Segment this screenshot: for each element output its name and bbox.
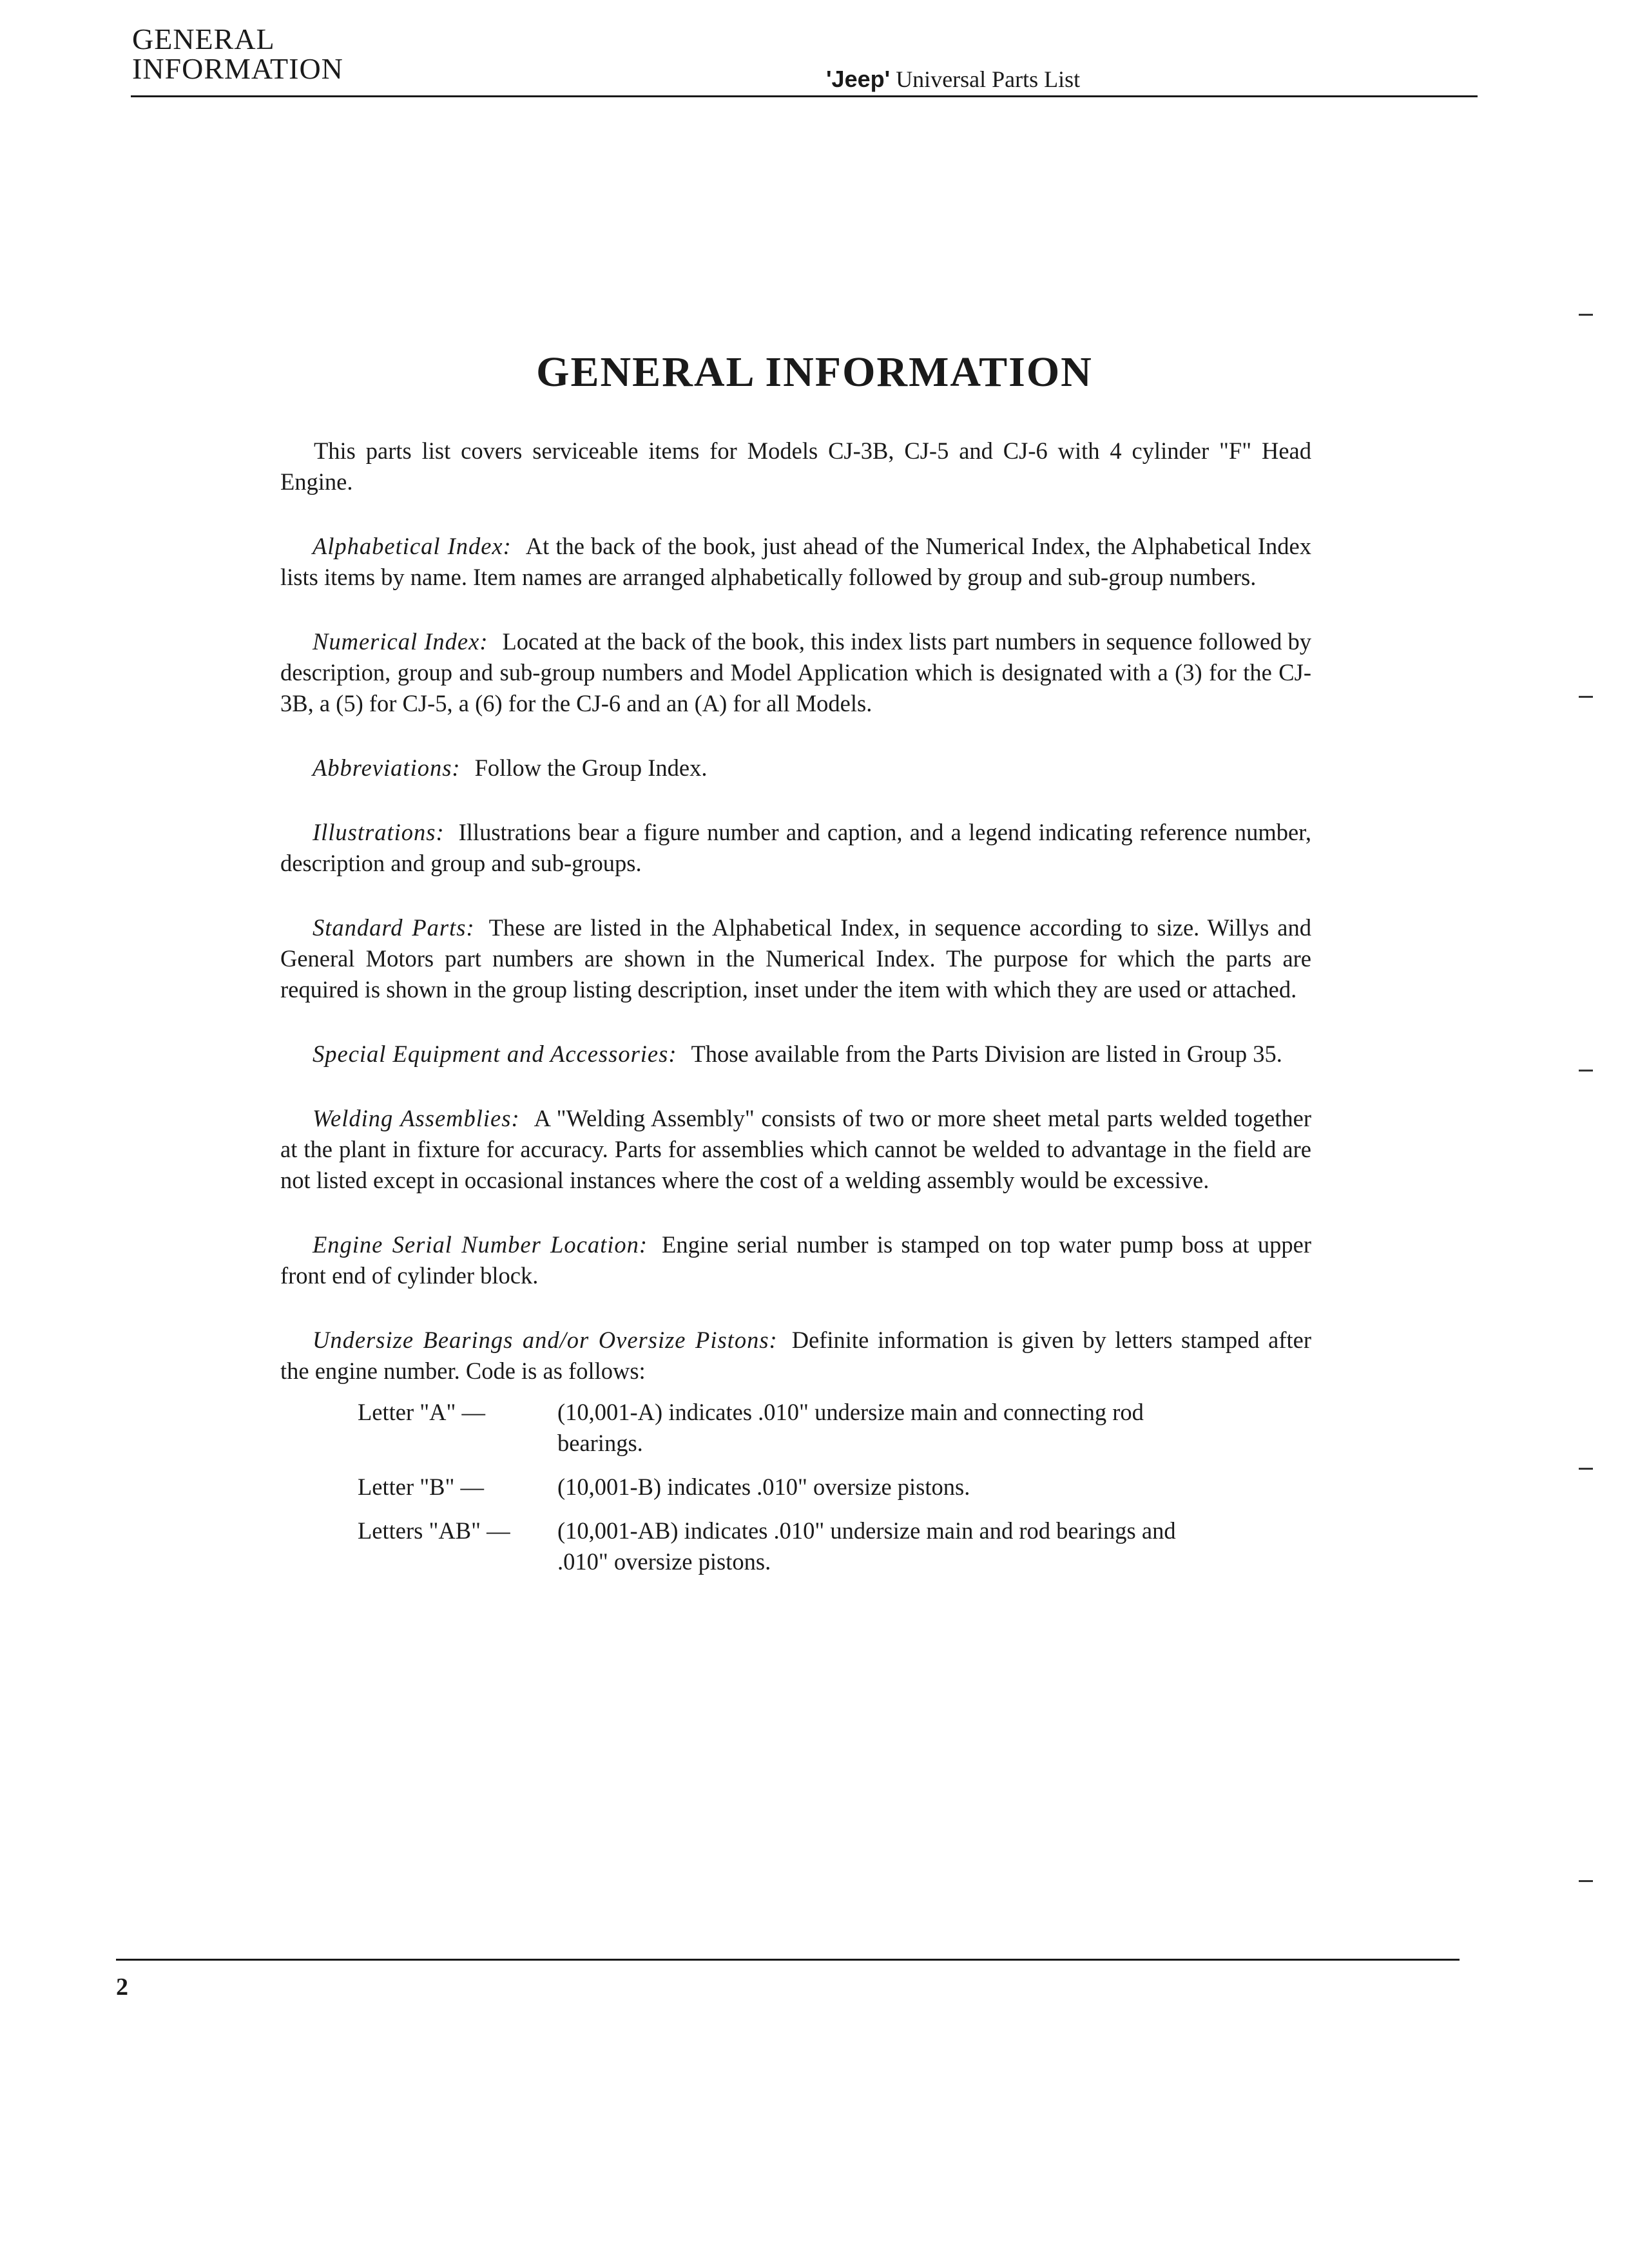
code-letter [358, 1472, 557, 1503]
section-header [132, 24, 343, 84]
section-heading: Undersize Bearings and/or Oversize Pistons: [313, 1327, 778, 1353]
code-dash: — [461, 1399, 486, 1425]
section-header-line1: GENERAL [132, 23, 275, 55]
code-letter [358, 1397, 557, 1459]
section-text: Located at the back of the book, this index lists part numbers in sequence followed by description, group and sub-group numbers and Model Application which is designated with a (3) for the CJ-3B, a (5) for CJ-5, a (6) for the CJ-6 and an (A) for all Models. [280, 628, 1311, 716]
code-letter-text: Letter "A" [358, 1399, 456, 1425]
section-engine-serial [280, 1229, 1311, 1291]
brand-name: 'Jeep' [826, 66, 891, 92]
section-text: At the back of the book, just ahead of the Numerical Index, the Alphabetical Index lists items by name. Item names are arranged alphabetically followed by group and sub-group numbers. [280, 533, 1311, 590]
margin-tick [1579, 1468, 1593, 1470]
code-list [280, 1397, 1311, 1577]
intro-paragraph: This parts list covers serviceable items for Models CJ-3B, CJ-5 and CJ-6 with 4 cylinder "F" Head Engine. [280, 437, 1311, 495]
code-row-ab [358, 1515, 1311, 1577]
section-text: These are listed in the Alphabetical Index, in sequence according to size. Willys and General Motors part numbers are shown in the Numerical Index. The purpose for which the parts are required is shown in the group listing description, inset under the item with which they are used or attached. [280, 914, 1311, 1003]
code-letter-text: Letters "AB" [358, 1517, 481, 1544]
code-dash: — [487, 1517, 510, 1544]
section-illustrations [280, 817, 1311, 879]
code-description: (10,001-B) indicates .010" oversize pistons. [557, 1474, 970, 1500]
book-title-text: Universal Parts List [896, 66, 1081, 92]
code-letter [358, 1515, 557, 1577]
section-text: Those available from the Parts Division are listed in Group 35. [691, 1041, 1282, 1067]
section-undersize-oversize [280, 1325, 1311, 1387]
section-text: A "Welding Assembly" consists of two or more sheet metal parts welded together at the plant in fixture for accuracy. Parts for assemblies which cannot be welded to advantage in the field are not listed except in occasional instances where the cost of a welding assembly would be excessive. [280, 1105, 1311, 1193]
section-text: Engine serial number is stamped on top water pump boss at upper front end of cylinder block. [280, 1231, 1311, 1289]
margin-tick [1579, 1070, 1593, 1072]
section-text: Definite information is given by letters stamped after the engine number. Code is as follows: [280, 1327, 1311, 1384]
section-header-line2: INFORMATION [132, 52, 343, 85]
code-description: (10,001-A) indicates .010" undersize main and connecting rod bearings. [557, 1399, 1144, 1456]
section-alphabetical-index [280, 531, 1311, 593]
section-abbreviations [280, 753, 1311, 783]
section-heading: Welding Assemblies: [313, 1105, 520, 1131]
code-dash: — [460, 1474, 485, 1500]
section-standard-parts [280, 912, 1311, 1005]
margin-tick [1579, 1880, 1593, 1882]
margin-tick [1579, 314, 1593, 316]
code-letter-text: Letter "B" [358, 1474, 455, 1500]
header-rule [131, 95, 1478, 97]
section-text: Illustrations bear a figure number and caption, and a legend indicating reference number, description and group and sub-groups. [280, 819, 1311, 876]
section-heading: Engine Serial Number Location: [313, 1231, 648, 1258]
section-text: Follow the Group Index. [474, 754, 708, 781]
section-numerical-index [280, 626, 1311, 719]
section-heading: Alphabetical Index: [313, 533, 512, 559]
footer-rule [116, 1959, 1460, 1961]
page-number: 2 [116, 1974, 128, 2001]
code-description: (10,001-AB) indicates .010" undersize main and rod bearings and .010" oversize pistons. [557, 1517, 1176, 1575]
page-title: GENERAL INFORMATION [536, 349, 1093, 396]
book-title [826, 66, 1080, 92]
section-heading: Special Equipment and Accessories: [313, 1041, 677, 1067]
section-welding-assemblies [280, 1103, 1311, 1196]
code-row-a [358, 1397, 1311, 1459]
section-heading: Illustrations: [313, 819, 445, 845]
section-heading: Numerical Index: [313, 628, 488, 655]
document-body [280, 436, 1311, 1590]
margin-tick [1579, 696, 1593, 698]
section-special-equipment [280, 1039, 1311, 1070]
code-row-b [358, 1472, 1311, 1503]
section-heading: Standard Parts: [313, 914, 475, 941]
section-heading: Abbreviations: [313, 754, 461, 781]
